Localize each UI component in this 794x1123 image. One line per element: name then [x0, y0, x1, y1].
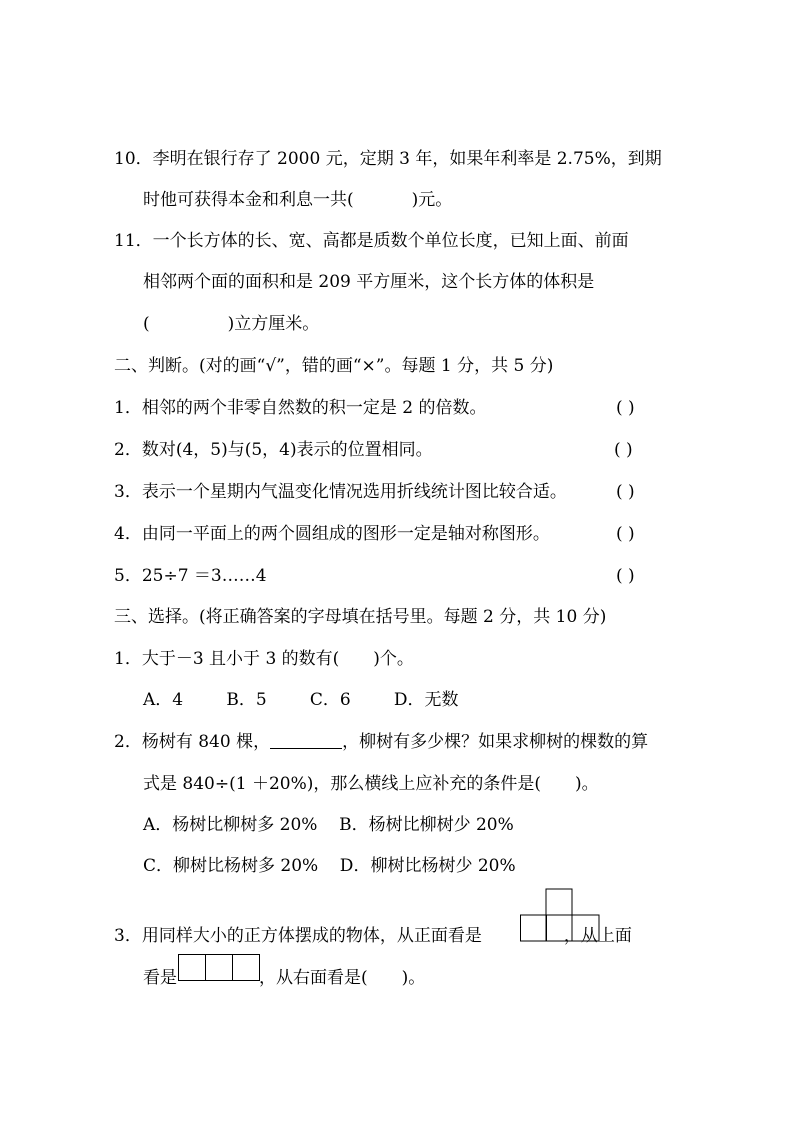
judge-answer-4[interactable]: ( )	[616, 524, 635, 544]
q10-line1: 10．李明在银行存了 2000 元，定期 3 年，如果年利率是 2.75%，到期	[114, 149, 662, 169]
choice-q2-blank-line[interactable]	[270, 732, 342, 749]
q11-line3	[143, 313, 319, 335]
choice-q2-line2: 式是 840÷(1 ＋20%)，那么横线上应补充的条件是( )。	[143, 774, 599, 794]
judge-item-5: 5．25÷7 ＝3……4	[114, 566, 267, 586]
choice-q3-line1-start: 3．用同样大小的正方体摆成的物体，从正面看是	[114, 926, 482, 946]
choice-q2-options-ab: A．杨树比柳树多 20% B．杨树比柳树少 20%	[143, 815, 514, 835]
judge-answer-2[interactable]: ( )	[614, 440, 633, 460]
q11-line3-end: )立方厘米。	[227, 314, 320, 334]
choice-q1-stem: 1．大于－3 且小于 3 的数有( )个。	[114, 649, 414, 669]
choice-q2-line1	[114, 731, 648, 753]
q11-line1: 11．一个长方体的长、宽、高都是质数个单位长度，已知上面、前面	[114, 231, 629, 251]
q10-line2	[143, 189, 452, 211]
q11-line3-start: (	[143, 314, 150, 334]
choice-q2-line1-start: 2．杨树有 840 棵，	[114, 732, 271, 752]
judge-answer-1[interactable]: ( )	[616, 398, 635, 418]
judge-item-1: 1．相邻的两个非零自然数的积一定是 2 的倍数。	[114, 398, 487, 418]
q10-line2-end: )元。	[411, 190, 453, 210]
judge-item-2: 2．数对(4，5)与(5，4)表示的位置相同。	[114, 440, 433, 460]
choice-q3-line2-end: ，从右面看是( )。	[259, 968, 426, 988]
q11-line2: 相邻两个面的面积和是 209 平方厘米，这个长方体的体积是	[143, 272, 595, 292]
choice-q1-options: A．4 B．5 C．6 D．无数	[143, 690, 459, 710]
choice-q3-line1-end: ，从上面	[563, 926, 632, 946]
judge-item-4: 4．由同一平面上的两个圆组成的图形一定是轴对称图形。	[114, 524, 550, 544]
judge-answer-5[interactable]: ( )	[616, 566, 635, 586]
section3-heading: 三、选择。(将正确答案的字母填在括号里。每题 2 分，共 10 分)	[114, 607, 607, 627]
q10-line2-start: 时他可获得本金和利息一共(	[143, 190, 354, 210]
front-view-top-square	[546, 889, 572, 915]
choice-q3-line2	[143, 967, 425, 989]
section2-heading: 二、判断。(对的画“√”，错的画“×”。每题 1 分，共 5 分)	[114, 356, 554, 376]
judge-answer-3[interactable]: ( )	[616, 482, 635, 502]
choice-q3-line1	[114, 925, 632, 947]
choice-q2-line1-end: ，柳树有多少棵？如果求柳树的棵数的算	[342, 732, 649, 752]
choice-q3-line2-start: 看是	[143, 968, 177, 988]
judge-item-3: 3．表示一个星期内气温变化情况选用折线统计图比较合适。	[114, 482, 567, 502]
choice-q2-options-cd: C．柳树比杨树多 20% D．柳树比杨树少 20%	[143, 856, 516, 876]
